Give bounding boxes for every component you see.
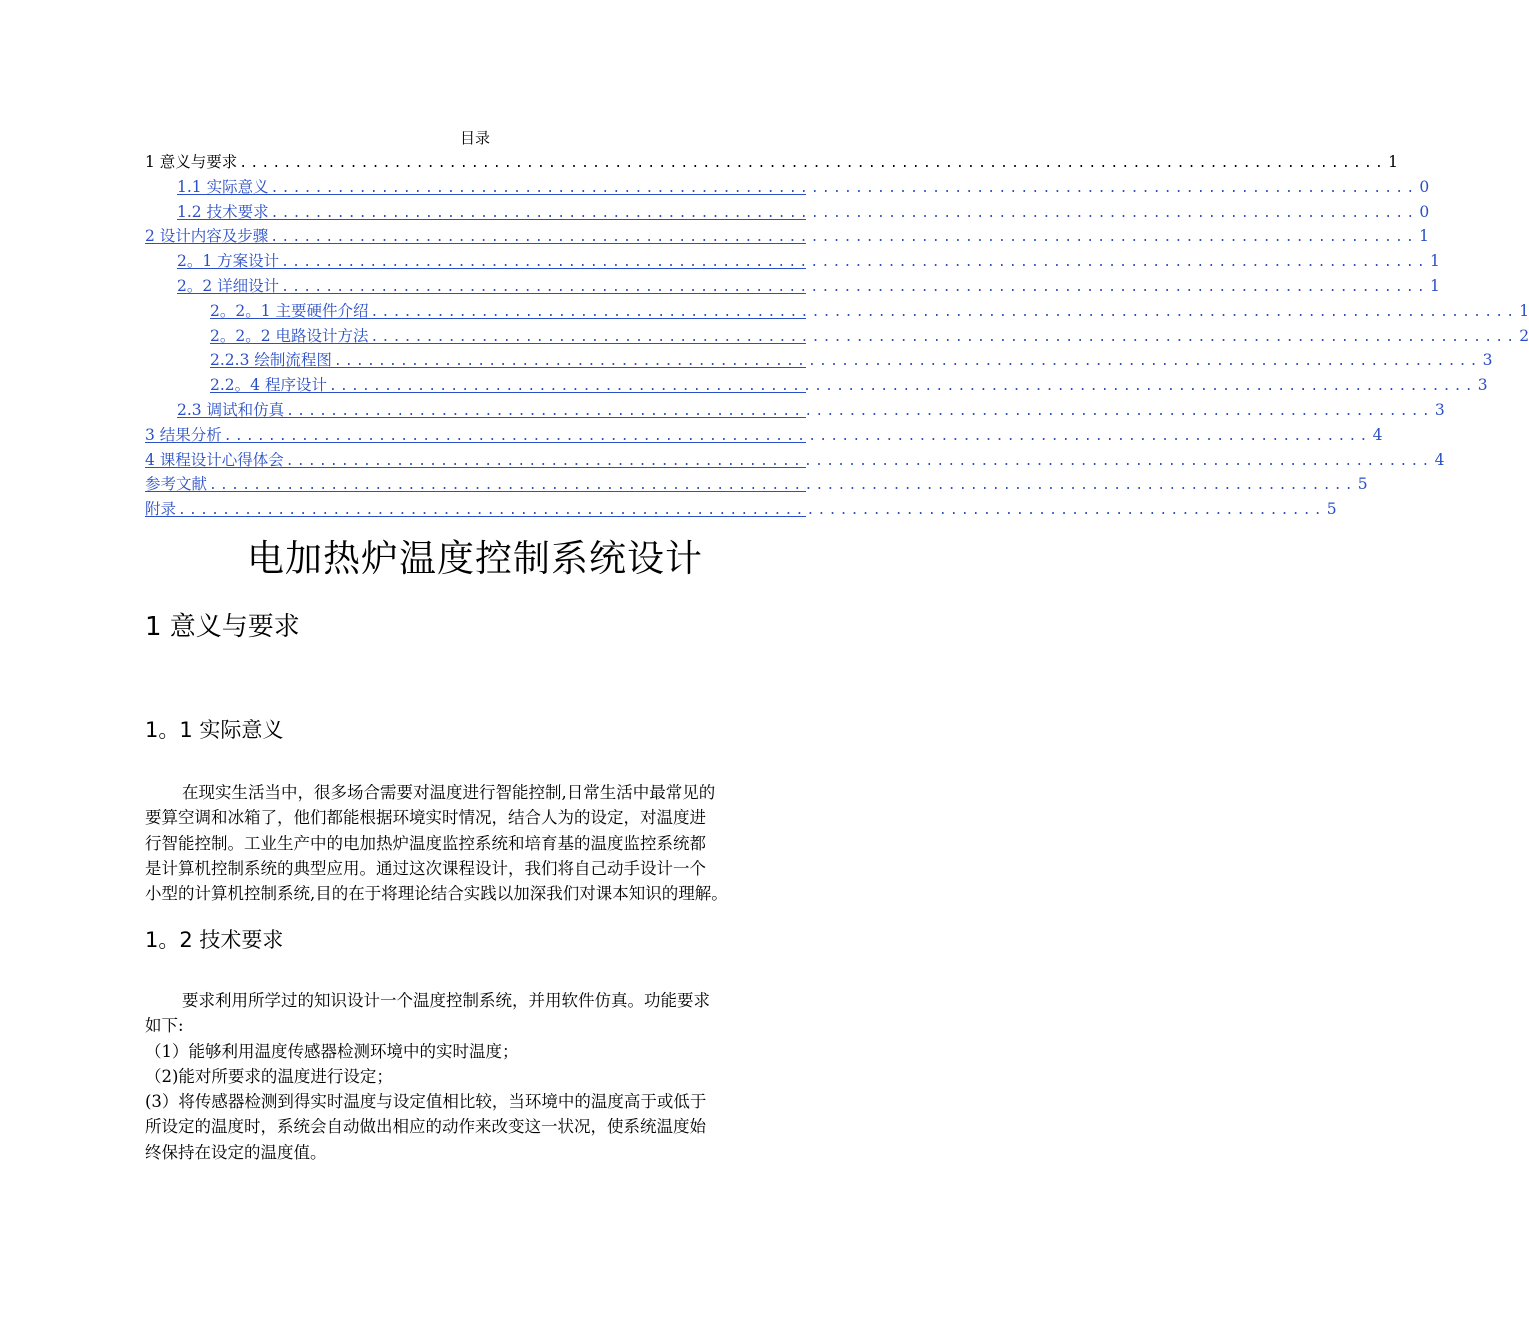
toc-link[interactable]: [145, 448, 1445, 473]
toc-link[interactable]: [145, 249, 1440, 274]
toc-leader: ........................................................................................................: [328, 379, 1476, 395]
paragraph-line: （2)能对所要求的温度进行设定；: [145, 1066, 393, 1086]
toc-entry-page: 0: [1419, 177, 1430, 196]
toc-link[interactable]: [145, 324, 1529, 349]
paragraph-line: 所设定的温度时，系统会自动做出相应的动作来改变这一状况，使系统温度始: [145, 1117, 706, 1137]
paragraph-technical-requirements: [145, 988, 817, 1165]
toc-link[interactable]: [145, 398, 1445, 423]
toc-link[interactable]: [145, 299, 1529, 324]
toc-leader: ........................................................................................................: [286, 403, 1433, 419]
toc-entry-text: 1.1 实际意义: [177, 177, 269, 196]
toc-link[interactable]: [145, 274, 1440, 299]
toc-entry-page: 1: [1519, 301, 1529, 320]
paragraph-line: 在现实生活当中，很多场合需要对温度进行智能控制,日常生活中最常见的: [182, 783, 716, 802]
toc-entry-page: 0: [1419, 202, 1430, 221]
toc-leader: ........................................................................................................: [270, 230, 1418, 246]
toc-entry-page: 5: [1357, 475, 1368, 494]
toc-leader: ........................................................................................................: [333, 354, 1481, 370]
toc-leader: ........................................................................................................: [370, 329, 1518, 345]
toc-entry-text: 参考文献: [145, 475, 208, 494]
toc-link[interactable]: [145, 200, 1430, 225]
toc-link[interactable]: [145, 348, 1493, 373]
toc-leader: ........................................................................................................: [178, 503, 1325, 519]
toc-entry-page: 3: [1477, 376, 1488, 395]
paragraph-line: 是计算机控制系统的典型应用。通过这次课程设计，我们将自己动手设计一个: [145, 858, 706, 878]
paragraph-line: 行智能控制。工业生产中的电加热炉温度监控系统和培育基的温度监控系统都: [145, 833, 706, 853]
toc-entry-text: 2。1 方案设计: [177, 252, 280, 271]
toc-entry-text: 2.2。4 程序设计: [210, 376, 327, 395]
paragraph-line: 如下:: [145, 1016, 184, 1036]
toc-link[interactable]: [145, 497, 1337, 522]
toc-link[interactable]: [145, 224, 1429, 249]
toc-leader: ........................................................................................................: [239, 156, 1387, 171]
toc-leader: ........................................................................................................: [209, 478, 1356, 494]
toc-link[interactable]: [145, 472, 1368, 497]
toc-entry-page: 3: [1482, 351, 1493, 370]
toc-link[interactable]: [145, 373, 1488, 398]
subsection-heading: 1。1 实际意义: [145, 718, 284, 742]
paragraph-line: 小型的计算机控制系统,目的在于将理论结合实践以加深我们对课本知识的理解。: [145, 884, 728, 904]
toc-entry-page: 4: [1372, 425, 1383, 444]
toc-entry-text: 2 设计内容及步骤: [145, 227, 269, 246]
paragraph-line: 要算空调和冰箱了，他们都能根据环境实时情况，结合人为的设定，对温度进: [145, 808, 706, 828]
paragraph-line: 要求利用所学过的知识设计一个温度控制系统，并用软件仿真。功能要求: [182, 991, 710, 1010]
toc-leader: ........................................................................................................: [281, 279, 1428, 295]
toc-entry-text: 2.3 调试和仿真: [177, 400, 285, 419]
toc-leader: ........................................................................................................: [281, 255, 1428, 271]
toc-leader: ........................................................................................................: [370, 304, 1518, 320]
toc-leader: ........................................................................................................: [285, 453, 1433, 469]
toc-entry: [145, 150, 1398, 175]
toc-entry-text: 1.2 技术要求: [177, 202, 269, 221]
toc-entry-page: 3: [1434, 400, 1445, 419]
toc-entry-text: 3 结果分析: [145, 425, 222, 444]
toc-entry-page: 5: [1326, 500, 1337, 519]
toc-entry-page: 1: [1419, 227, 1429, 246]
toc-title: 目录: [459, 129, 490, 147]
paragraph-practical-significance: [145, 780, 817, 906]
toc-leader: ........................................................................................................: [270, 180, 1418, 196]
document-title: 电加热炉温度控制系统设计: [247, 537, 703, 580]
toc-entry-text: 1 意义与要求: [145, 153, 238, 171]
toc-entry-page: 1: [1388, 153, 1398, 171]
toc-leader: ........................................................................................................: [223, 428, 1371, 444]
toc-leader: ........................................................................................................: [270, 205, 1418, 221]
toc-entry-text: 2。2。1 主要硬件介绍: [210, 301, 369, 320]
section-heading: 1 意义与要求: [145, 612, 300, 642]
toc-entry-text: 2.2.3 绘制流程图: [210, 351, 332, 370]
toc-link[interactable]: [145, 423, 1383, 448]
toc-entry-text: 附录: [145, 500, 177, 519]
toc-entry-page: 4: [1434, 450, 1445, 469]
paragraph-line: （1）能够利用温度传感器检测环境中的实时温度；: [145, 1041, 519, 1061]
toc-entry-text: 4 课程设计心得体会: [145, 450, 284, 469]
toc-entry-page: 2: [1519, 326, 1529, 345]
toc-link[interactable]: [145, 175, 1430, 200]
toc-entry-text: 2。2。2 电路设计方法: [210, 326, 369, 345]
toc-entry-page: 1: [1429, 252, 1440, 271]
paragraph-line: 终保持在设定的温度值。: [145, 1142, 327, 1162]
table-of-contents: [145, 150, 1529, 522]
toc-entry-page: 1: [1429, 276, 1440, 295]
toc-entry-text: 2。2 详细设计: [177, 276, 280, 295]
subsection-heading: 1。2 技术要求: [145, 928, 284, 952]
paragraph-line: (3）将传感器检测到得实时温度与设定值相比较，当环境中的温度高于或低于: [145, 1092, 707, 1112]
